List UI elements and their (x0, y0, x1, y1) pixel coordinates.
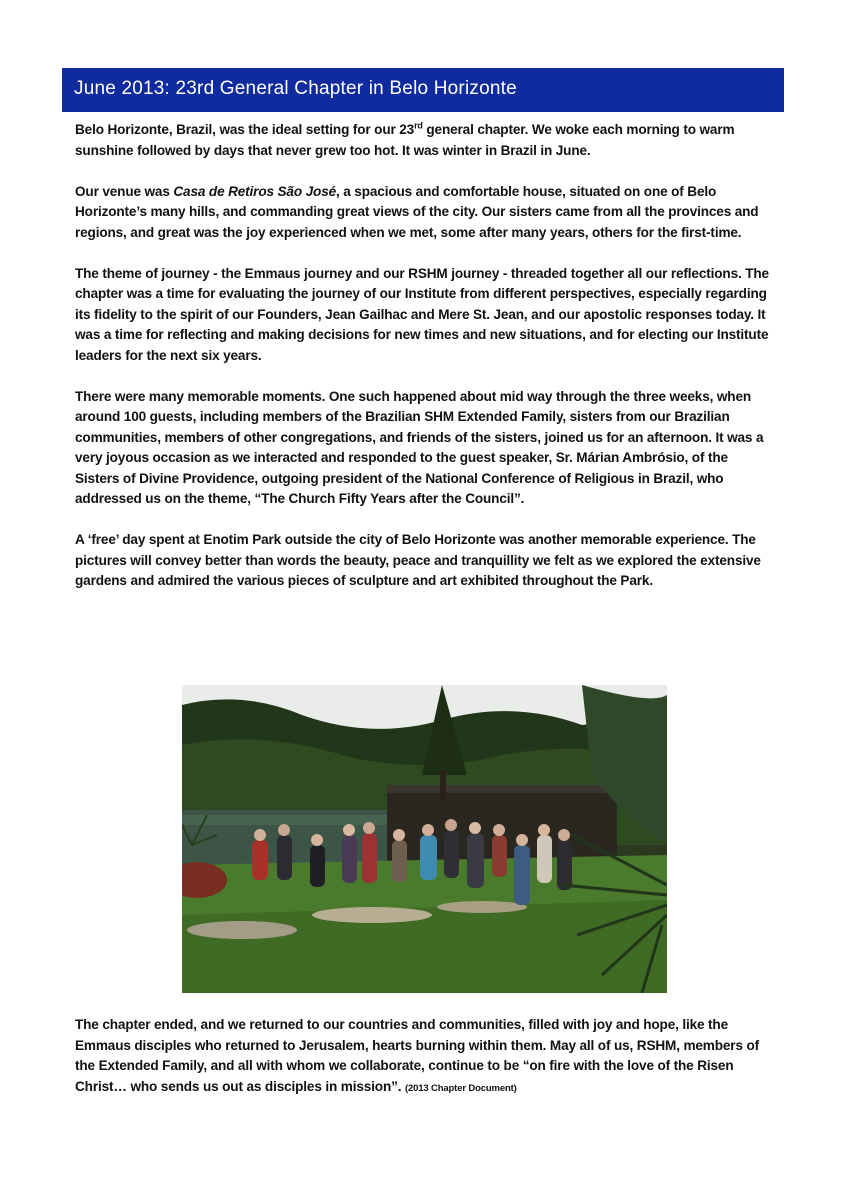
paragraph-intro (75, 120, 775, 161)
page-title: June 2013: 23rd General Chapter in Belo Horizonte (74, 78, 517, 99)
paragraph-intro-text-a: Belo Horizonte, Brazil, was the ideal setting for our 23 (75, 122, 415, 137)
paragraph-intro-text-b: general chapter. We woke each morning to warm sunshine followed by days that never grew too hot. It was winter in Brazil in June. (75, 122, 735, 158)
paragraph-memorable-moments: There were many memorable moments. One such happened about mid way through the three weeks, when around 100 guests, including members of the Brazilian SHM Extended Family, sisters from our Brazilian communities, members of other congregations, and friends of the sisters, joined us for an afternoon. It was a very joyous occasion as we interacted and responded to the guest speaker, Sr. Márian Ambrósio, of the Sisters of Divine Providence, outgoing president of the National Conference of Religious in Brazil, who addressed us on the theme, “The Church Fifty Years after the Council”. (75, 388, 764, 506)
title-banner (62, 68, 784, 112)
closing-section (75, 1015, 775, 1120)
venue-name: Casa de Retiros São José (173, 183, 337, 199)
paragraph-closing-text: The chapter ended, and we returned to our countries and communities, filled with joy and hope, like the Emmaus disciples who returned to Jerusalem, hearts burning within them. May all of us, RSHM, members of the Extended Family, and all with whom we collaborate, continue to be “on fire with the love of the Risen Christ… who sends us out as disciples in mission”. (75, 1017, 760, 1094)
paragraph-park-day: A ‘free’ day spent at Enotim Park outside the city of Belo Horizonte was another memorable experience. The pictures will convey better than words the beauty, peace and tranquillity we felt as we explored the extensive gardens and admired the various pieces of sculpture and art exhibited throughout the Park. (75, 532, 761, 588)
ordinal-suffix: rd (414, 120, 423, 131)
paragraph-theme: The theme of journey - the Emmaus journey and our RSHM journey - threaded together all our reflections. The chapter was a time for evaluating the journey of our Institute from different perspectives, especially regarding its fidelity to the spirit of our Founders, Jean Gailhac and Mere St. Jean, and our apostolic responses today. It was a time for reflecting and making decisions for new times and new situations, and for electing our Institute leaders for the next six years. (75, 265, 769, 363)
paragraph-closing (75, 1015, 775, 1099)
group-in-park-photo (182, 685, 667, 993)
paragraph-venue (75, 182, 775, 244)
paragraph-venue-text-b: , a spacious and comfortable house, situated on one of Belo Horizonte’s many hills, and commanding great views of the city. Our sisters came from all the provinces and regions, and great was the joy experienced when we met, some after many years, others for the first-time. (75, 183, 759, 240)
paragraph-venue-text-a: Our venue was (75, 183, 174, 199)
citation: (2013 Chapter Document) (405, 1082, 517, 1094)
article-body (75, 120, 775, 612)
